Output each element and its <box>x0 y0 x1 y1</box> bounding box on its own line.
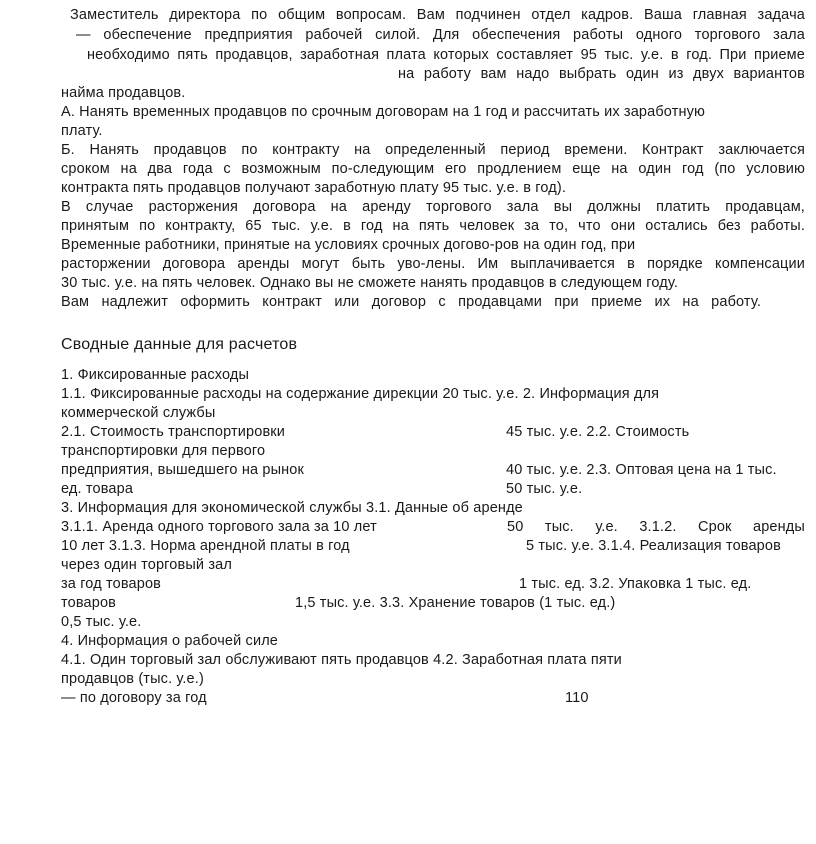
option-a-line-1: А. Нанять временных продавцов по срочным договорам на 1 год и рассчитать их заработную <box>61 104 706 120</box>
summary-row-18-value: 110 <box>565 690 589 706</box>
summary-row-9-label: 3.1.1. Аренда одного торгового зала за 10 лет <box>61 519 377 535</box>
summary-row-13-value: 1,5 тыс. у.е. 3.3. Хранение товаров (1 тыс. ед.) <box>295 595 616 611</box>
termination-line-6: Вам надлежит оформить контракт или договор с продавцами при приеме их на работу. <box>61 294 761 310</box>
summary-row-17: продавцов (тыс. у.е.) <box>61 671 204 687</box>
summary-row-1: 1. Фиксированные расходы <box>61 367 250 383</box>
summary-row-14: 0,5 тыс. у.е. <box>61 614 142 630</box>
summary-row-15: 4. Информация о рабочей силе <box>61 633 279 649</box>
option-a-line-2: плату. <box>61 123 103 139</box>
intro-line-2: — обеспечение предприятия рабочей силой. Для обеспечения работы одного торгового зала <box>76 27 805 43</box>
summary-row-2: 1.1. Фиксированные расходы на содержание дирекции 20 тыс. у.е. 2. Информация для <box>61 386 660 402</box>
summary-row-10-value: 5 тыс. у.е. 3.1.4. Реализация товаров <box>526 538 781 554</box>
termination-line-4: расторжении договора аренды могут быть уво-лены. Им выплачивается в порядке компенсации <box>61 256 805 272</box>
summary-row-4-label: 2.1. Стоимость транспортировки <box>61 424 286 440</box>
summary-row-11: через один торговый зал <box>61 557 232 573</box>
summary-row-18-label: — по договору за год <box>61 690 207 706</box>
summary-row-6-label: предприятия, вышедшего на рынок <box>61 462 305 478</box>
summary-row-12-value: 1 тыс. ед. 3.2. Упаковка 1 тыс. ед. <box>519 576 752 592</box>
option-b-line-2: сроком на два года с возможным по-следующим его продлением еще на один год (по условию <box>61 161 805 177</box>
option-b-line-3: контракта пять продавцов получают заработную плату 95 тыс. у.е. в год). <box>61 180 567 196</box>
intro-line-5: найма продавцов. <box>61 85 186 101</box>
summary-row-3: коммерческой службы <box>61 405 216 421</box>
summary-row-7-label: ед. товара <box>61 481 134 497</box>
summary-row-4-value: 45 тыс. у.е. 2.2. Стоимость <box>506 424 690 440</box>
summary-row-12-label: за год товаров <box>61 576 162 592</box>
termination-line-5: 30 тыс. у.е. на пять человек. Однако вы не сможете нанять продавцов в следующем году. <box>61 275 678 291</box>
termination-line-3: Временные работники, принятые на условиях срочных догово-ров на один год, при <box>61 237 636 253</box>
summary-row-16: 4.1. Один торговый зал обслуживают пять продавцов 4.2. Заработная плата пяти <box>61 652 622 668</box>
termination-line-2: принятым по контракту, 65 тыс. у.е. в год на пять человек за то, что они остались без работы. <box>61 218 805 234</box>
summary-row-9-value: 50 тыс. у.е. 3.1.2. Срок аренды <box>507 519 805 535</box>
summary-row-6-value: 40 тыс. у.е. 2.3. Оптовая цена на 1 тыс. <box>506 462 777 478</box>
summary-row-5: транспортировки для первого <box>61 443 266 459</box>
summary-row-8: 3. Информация для экономической службы 3.1. Данные об аренде <box>61 500 523 516</box>
summary-row-10-label: 10 лет 3.1.3. Норма арендной платы в год <box>61 538 350 554</box>
termination-line-1: В случае расторжения договора на аренду торгового зала вы должны платить продавцам, <box>61 199 805 215</box>
option-b-line-1: Б. Нанять продавцов по контракту на определенный период времени. Контракт заключается <box>61 142 805 158</box>
intro-line-3: необходимо пять продавцов, заработная плата которых составляет 95 тыс. у.е. в год. При приеме <box>87 47 805 63</box>
summary-row-7-value: 50 тыс. у.е. <box>506 481 583 497</box>
summary-row-13-label: товаров <box>61 595 117 611</box>
summary-title: Сводные данные для расчетов <box>61 336 298 353</box>
intro-line-4: на работу вам надо выбрать один из двух вариантов <box>398 66 805 82</box>
intro-line-1: Заместитель директора по общим вопросам. Вам подчинен отдел кадров. Ваша главная задача <box>70 7 805 23</box>
